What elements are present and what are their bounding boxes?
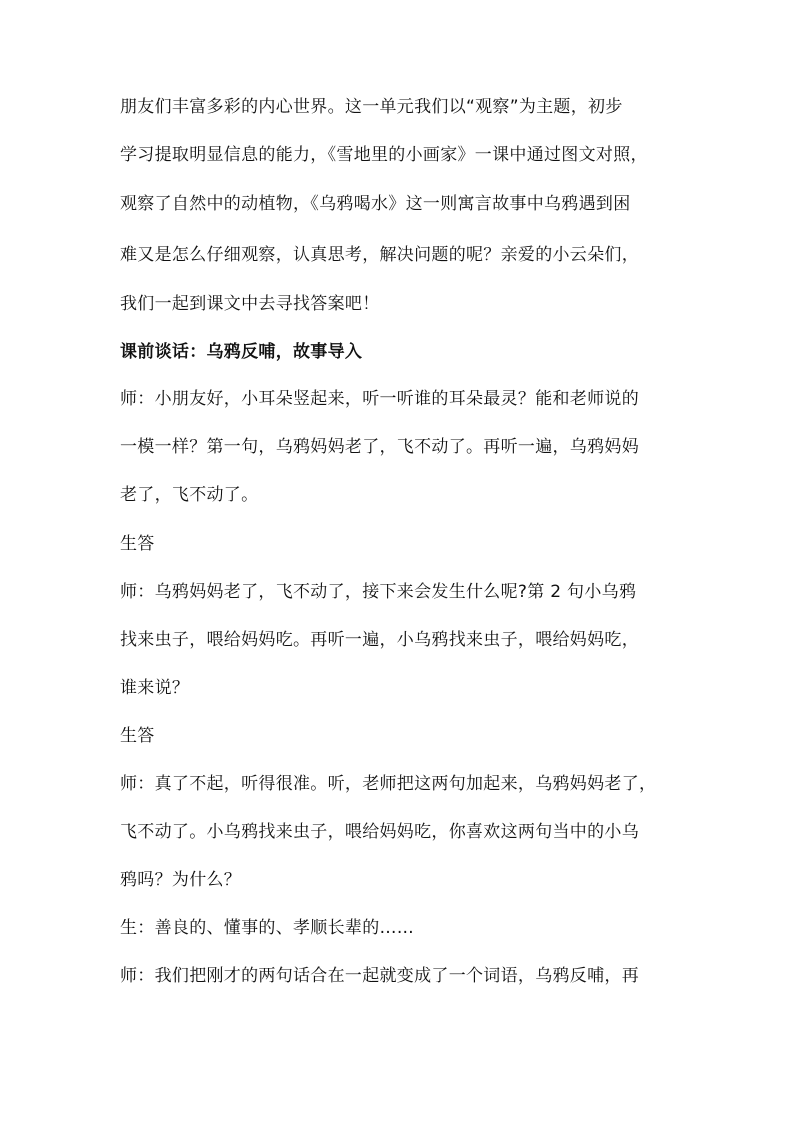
text-line: 生答 bbox=[120, 726, 155, 746]
text-line: 难又是怎么仔细观察，认真思考，解决问题的呢？亲爱的小云朵们， bbox=[120, 245, 639, 265]
text-line: 鸦吗？为什么？ bbox=[120, 870, 242, 890]
text-line: 生：善良的、懂事的、孝顺长辈的…… bbox=[120, 918, 415, 938]
text-line: 师：我们把刚才的两句话合在一起就变成了一个词语，乌鸦反哺，再 bbox=[120, 966, 639, 986]
text-line: 谁来说？ bbox=[120, 678, 190, 698]
text-line: 飞不动了。小乌鸦找来虫子，喂给妈妈吃，你喜欢这两句当中的小乌 bbox=[120, 822, 639, 842]
text-line: 生答 bbox=[120, 534, 155, 554]
text-line: 师：真了不起，听得很准。听，老师把这两句加起来，乌鸦妈妈老了， bbox=[120, 774, 657, 794]
text-line: 老了，飞不动了。 bbox=[120, 485, 259, 505]
text-line: 师：小朋友好，小耳朵竖起来，听一听谁的耳朵最灵？能和老师说的 bbox=[120, 389, 639, 409]
text-line: 一模一样？第一句，乌鸦妈妈老了，飞不动了。再听一遍，乌鸦妈妈 bbox=[120, 437, 639, 457]
text-line: 我们一起到课文中去寻找答案吧！ bbox=[120, 294, 380, 314]
text-line: 找来虫子，喂给妈妈吃。再听一遍，小乌鸦找来虫子，喂给妈妈吃， bbox=[120, 630, 639, 650]
text-line: 师：乌鸦妈妈老了，飞不动了，接下来会发生什么呢?第 2 句小乌鸦 bbox=[120, 582, 637, 602]
text-line: 观察了自然中的动植物，《乌鸦喝水》这一则寓言故事中乌鸦遇到困 bbox=[120, 194, 631, 214]
text-line: 朋友们丰富多彩的内心世界。这一单元我们以“观察”为主题，初步 bbox=[120, 97, 623, 117]
section-heading: 课前谈话：乌鸦反哺，故事导入 bbox=[120, 342, 363, 362]
text-line: 学习提取明显信息的能力，《雪地里的小画家》一课中通过图文对照， bbox=[120, 145, 648, 165]
